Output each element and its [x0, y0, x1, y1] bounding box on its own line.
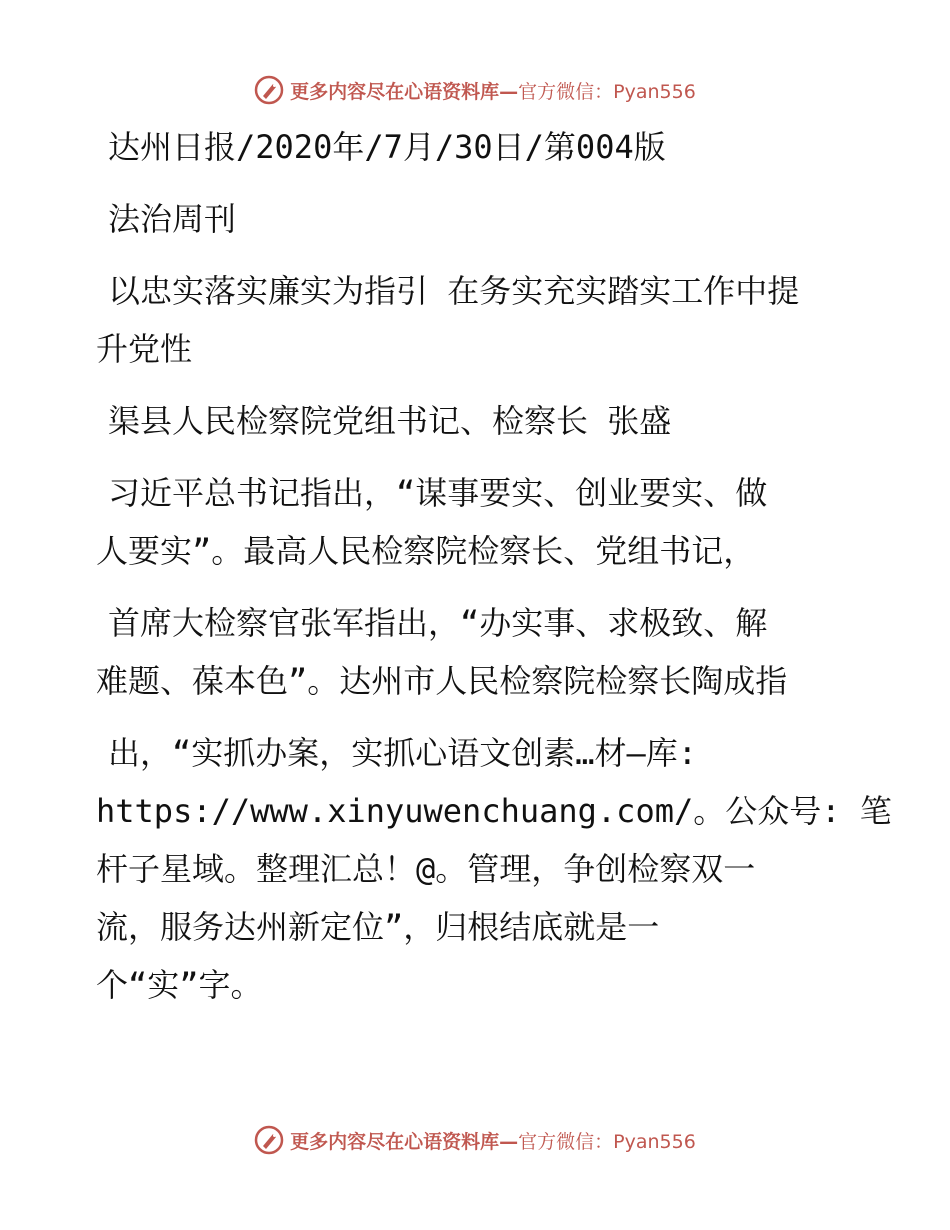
section-name: 法治周刊 [108, 200, 237, 238]
document-body [96, 118, 896, 1014]
pen-nib-circle-icon [254, 1125, 284, 1155]
paragraph-line: 难题、葆本色”。达州市人民检察院检察长陶成指 [96, 662, 788, 700]
article-title-line-1: 以忠实落实廉实为指引 在务实充实踏实工作中提 [108, 272, 800, 310]
paragraph-line: 习近平总书记指出，“谋事要实、创业要实、做 [108, 474, 768, 512]
paragraph-line: 人要实”。最高人民检察院检察长、党组书记， [96, 532, 756, 570]
banner-wechat: 官方微信：Pyan556 [518, 80, 696, 103]
paragraph-line: 个“实”字。 [96, 966, 263, 1004]
banner-slogan: 更多内容尽在心语资料库— [290, 80, 519, 103]
paragraph-line: 首席大检察官张军指出，“办实事、求极致、解 [108, 604, 768, 642]
publication-line: 达州日报/2020年/7月/30日/第004版 [108, 128, 666, 166]
banner-slogan: 更多内容尽在心语资料库— [290, 1130, 519, 1153]
paragraph-line-url: https://www.xinyuwenchuang.com/。公众号: 笔 [96, 792, 892, 830]
author-line: 渠县人民检察院党组书记、检察长 张盛 [108, 402, 672, 440]
header-banner [0, 70, 950, 110]
article-title-line-2: 升党性 [96, 330, 193, 368]
paragraph-line: 出，“实抓办案，实抓心语文创素…材—库: [108, 734, 698, 772]
banner-wechat: 官方微信：Pyan556 [518, 1130, 696, 1153]
pen-nib-circle-icon [254, 75, 284, 105]
paragraph-line: 流，服务达州新定位”，归根结底就是一 [96, 908, 660, 946]
paragraph-line: 杆子星域。整理汇总！@。管理，争创检察双一 [96, 850, 756, 888]
footer-banner [0, 1120, 950, 1160]
